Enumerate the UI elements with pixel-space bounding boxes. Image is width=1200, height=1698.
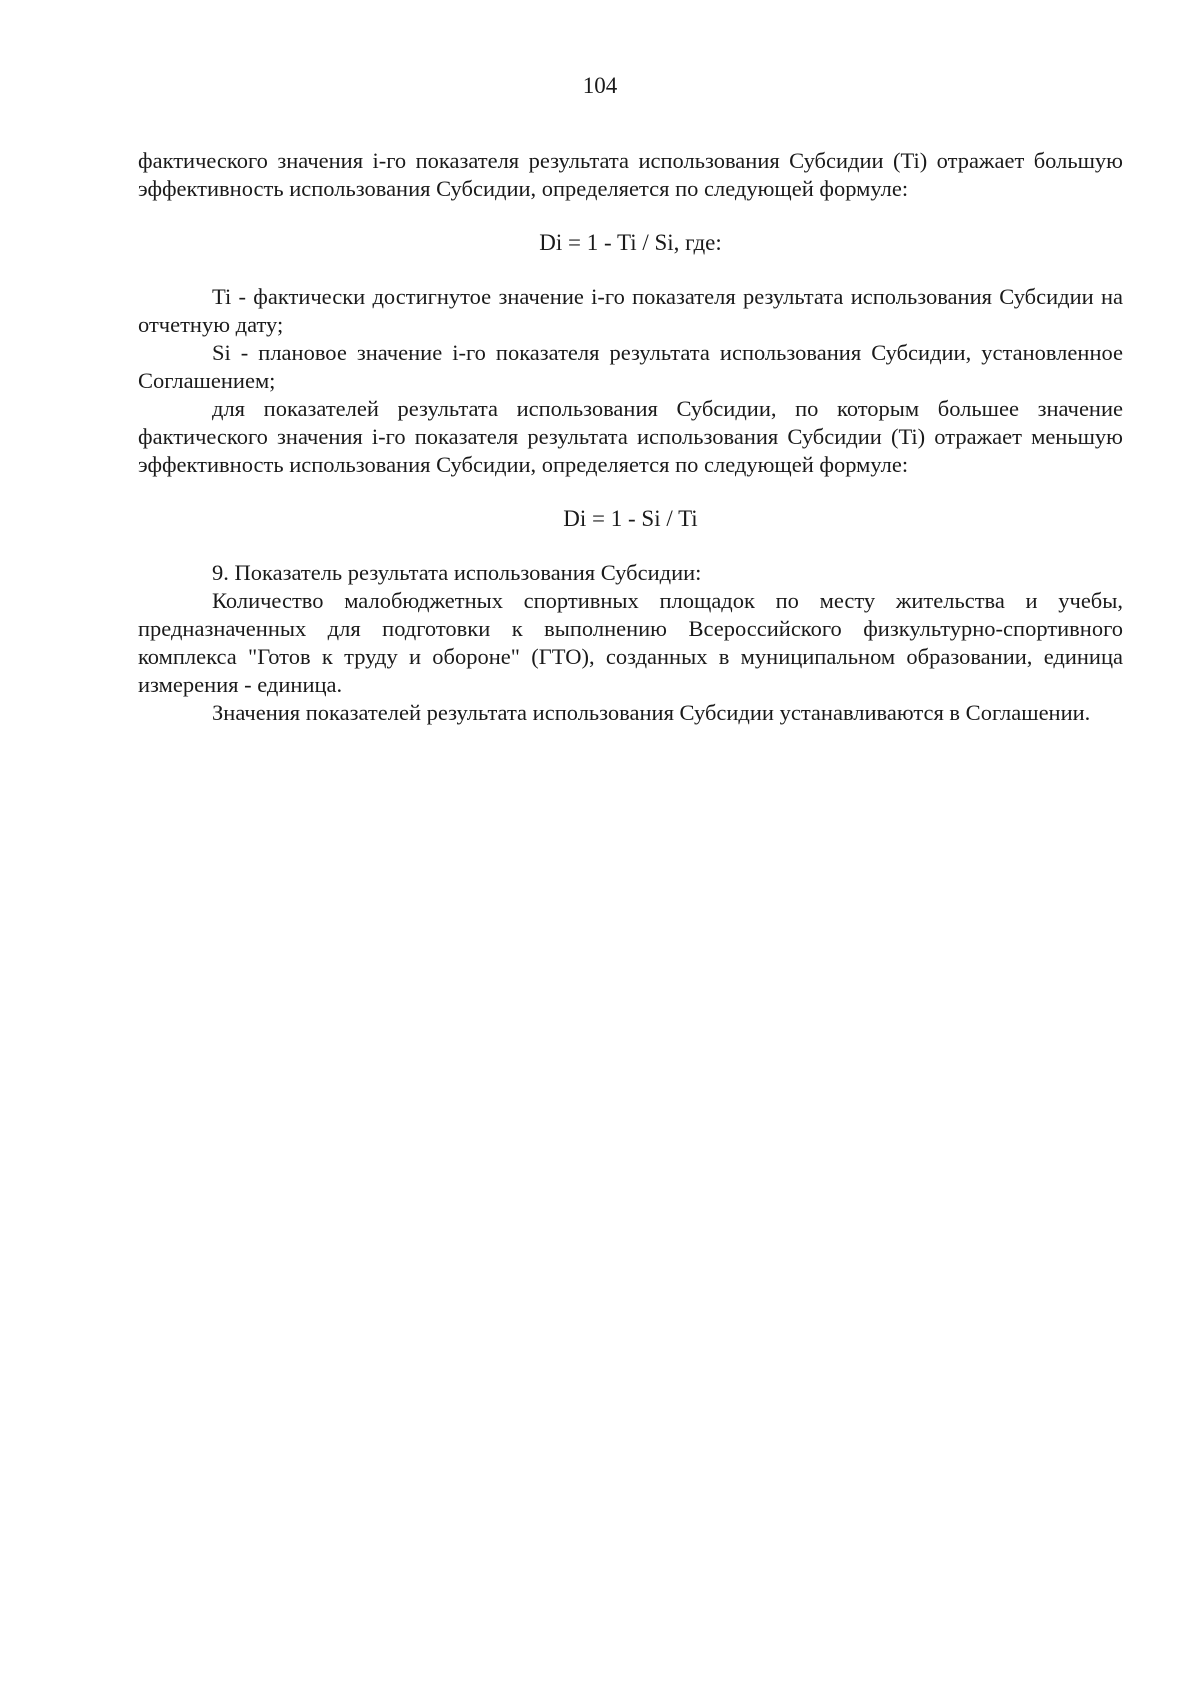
paragraph-ti-definition: Ti - фактически достигнутое значение i-го показателя результата использования Субсидии на отчетную дату; xyxy=(138,284,1123,337)
page-number: 104 xyxy=(582,73,618,98)
formula-di-si-ti: Di = 1 - Si / Ti xyxy=(563,506,698,531)
document-body xyxy=(138,147,1123,727)
paragraph-inverse-case: для показателей результата использования Субсидии, по которым большее значение фактического значения i-го показателя результата использования Субсидии (Ti) отражает меньшую эффективность использования Субсидии, определяется по следующей формуле: xyxy=(138,396,1123,477)
paragraph-si-definition: Si - плановое значение i-го показателя результата использования Субсидии, установленное Соглашением; xyxy=(138,340,1123,393)
paragraph-continuation: фактического значения i-го показателя результата использования Субсидии (Ti) отражает большую эффективность использования Субсидии, определяется по следующей формуле: xyxy=(138,148,1123,201)
section-heading-9: 9. Показатель результата использования Субсидии: xyxy=(212,560,702,585)
paragraph-indicator-description: Количество малобюджетных спортивных площадок по месту жительства и учебы, предназначенных для подготовки к выполнению Всероссийского физкультурно-спортивного комплекса "Готов к труду и обороне" (ГТО), созданных в муниципальном образовании, единица измерения - единица. xyxy=(138,588,1123,697)
formula-di-ti-si: Di = 1 - Ti / Si, где: xyxy=(539,230,722,255)
paragraph-indicator-values: Значения показателей результата использования Субсидии устанавливаются в Соглашении. xyxy=(212,700,1091,725)
